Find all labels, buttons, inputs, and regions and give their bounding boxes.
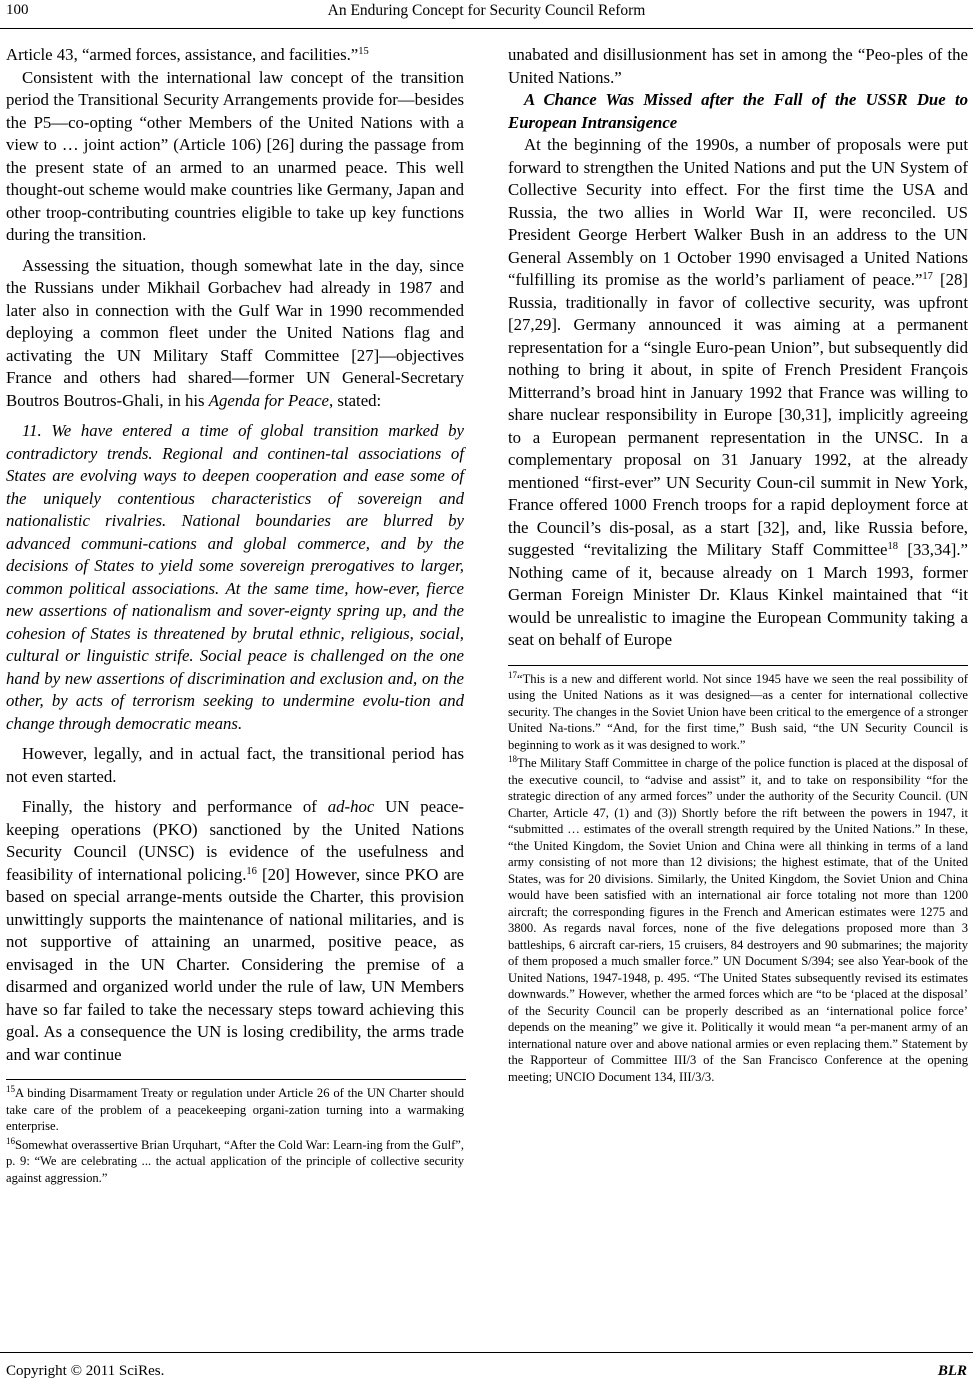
running-header (0, 0, 973, 29)
running-title: An Enduring Concept for Security Council Reform (327, 2, 646, 19)
right-body-text (508, 44, 968, 652)
page-footer (0, 1352, 973, 1386)
left-body-text (6, 44, 464, 1066)
footnote: $^{15}$A binding Disarmament Treaty or regulation under Article 26 of the UN Charter should take care of the problem of a peacekeeping organi-zation turning into a warmaking enterprise. (6, 1084, 464, 1133)
footnote-ref: 17 (922, 271, 933, 282)
journal-abbrev: BLR (937, 1363, 967, 1379)
paragraph: unabated and disillusionment has set in among the “Peo-ples of the United Nations.” (508, 45, 968, 87)
footnote-divider (508, 665, 968, 666)
paragraph: Consistent with the international law concept of the transition period the Transitional Security Arrangements provide for—besides the P5—co-opting “other Members of the United Nations with a view to … joint action” (Article 106) [26] during the passage from the present state of an armed to an unarmed peace. This well thought-out scheme would make countries like Germany, Japan and other troop-contributing countries eligible to take up key functions during the transition. (6, 67, 464, 244)
footnote-ref: 16 (246, 865, 257, 877)
footnote-ref: 15 (358, 46, 369, 57)
left-footnotes (6, 1085, 464, 1186)
paragraph: Article 43, “armed forces, assistance, and facilities.”$^{15}$ (6, 45, 369, 64)
footnote-ref: 18 (887, 541, 898, 552)
paragraph: Finally, the history and performance of ad-hoc UN peace-keeping operations (PKO) sanctioned by the United Nations Security Council (UNSC) is evidence of the usefulness and feasibility of international policing.$^{16}$ [20] However, since PKO are based on special arrange-ments outside the Charter, this provision unwittingly supports the maintenance of national militaries, and is not supportive of attaining an unarmed, positive peace, as envisaged in the UN Charter. Considering the premise of a disarmed and organized world under the rule of law, UN Members have so far failed to take the necessary steps toward achieving this goal. As a consequence the UN is losing credibility, the arms trade and war continue (6, 797, 465, 1064)
footnote: $^{17}$“This is a new and different world. Not since 1945 have we seen the real possibility of using the United Nations as it was designed—as a center for international collective security. The changes in the Soviet Union have been critical to the emergence of a stronger United Na-tions.” “And, for the first time,” Bush said, “the UN Security Council is beginning to work as it was designed to work.” (508, 669, 968, 752)
right-column (508, 44, 968, 1085)
right-footnotes (508, 671, 968, 1086)
paragraph: Assessing the situation, though somewhat late in the day, since the Russians under Mikhail Gorbachev had already in 1987 and later also in connection with the Gulf War in 1990 recommended deploying a common fleet under the United Nations flag and activating the UN Military Staff Committee [27]—objectives France and others had shared—former UN General-Secretary Boutros Boutros-Ghali, in his Agenda for Peace, stated: (6, 255, 464, 410)
block-quote: 11. We have entered a time of global transition marked by contradictory trends. Regional and continen-tal associations of States are evolving ways to deepen cooperation and ease some of the uniquely contentious characteristics of sovereign and nationalistic rivalries. National boundaries are blurred by advanced communi-cations and global commerce, and by the decisions of States to yield some sovereign prerogatives to larger, common political associations. At the same time, how-ever, fierce new assertions of nationalism and sover-eignty spring up, and the cohesion of States is threatened by brutal ethnic, religious, social, cultural or linguistic strife. Social peace is challenged on the one hand by new assertions of discrimination and exclusion and, on the other, by acts of terrorism seeking to undermine evolu-tion and change through democratic means. (6, 421, 464, 733)
section-heading: A Chance Was Missed after the Fall of the USSR Due to European Intransigence (508, 90, 968, 132)
left-column (6, 44, 464, 1186)
footnote: $^{18}$The Military Staff Committee in charge of the police function is placed at the disposal of the executive council, to “advise and assist” it, and to take on responsibility “for the strategic direction of any armed forces” under the authority of the Security Council. (UN Charter, Article 47, (1) and (3)) Shortly before the rift between the powers in 1947, it “submitted … estimates of the overall strength required by the United Nations.” In these, “the United Kingdom, the Soviet Union and China were all thinking in terms of a land army consisting of not more than 12 divisions; the highest estimate, that of the United States, was for 20 divisions. Similarly, the United Kingdom, the Soviet Union and China would have been satisfied with an international air force totaling not more than 1200 aircraft; the corresponding figures in the French and American estimates were 1275 and 3800. As regards naval forces, none of the five delegations proposed more than 3 battleships, 6 aircraft car-riers, 15 cruisers, 84 destroyers and 90 submarines; the majority of them proposed a much smaller force.” UN Document S/394; see also Year-book of the United Nations, 1947-1948, p. 495. “The United States subsequently revised its estimates downwards.” However, whether the armed forces which are “to be ‘placed at the disposal’ of the Security Council can be properly described as an ‘international police force’ depends on the meaning” we give it. Politically it would mean “a per-manent army of an international nature over and above national armies or even replacing them.” Statement by the Rapporteur of Committee III/3 of the San Francisco Conference at the opening meeting; UNCIO Document 134, III/3/3. (508, 754, 968, 1084)
paragraph: However, legally, and in actual fact, the transitional period has not even started. (6, 744, 464, 786)
paragraph: At the beginning of the 1990s, a number of proposals were put forward to strengthen the United Nations and put the UN System of Collective Security into effect. For the first time the USA and Russia, the two allies in World War II, were reconciled. US President George Herbert Walker Bush in an address to the UN General Assembly on 1 October 1990 envisaged a United Nations “fulfilling its promise as the world’s parliament of peace.”$^{17}$ [28] Russia, traditionally in favor of collective security, was upfront [27,29]. Germany announced it was aiming at a permanent representation for a “single Euro-pean Union”, but subsequently did nothing to bring it about, in spite of French President François Mitterrand’s broad hint in January 1992 that France was willing to share nuclear responsibility in Europe [30,31], implicitly agreeing to a European permanent representation in the UNSC. In a complementary proposal on 31 January 1992, at the already mentioned “first-ever” UN Security Coun-cil summit in New York, France offered 1000 French troops for a rapid deployment force at the Council’s dis-posal, as a start [32], and, like Russia before, suggested “revitalizing the Military Staff Committee$^{18}$ [33,34].” Nothing came of it, because already on 1 March 1993, former German Foreign Minister Dr. Klaus Kinkel maintained that “it would be unrealistic to imagine the European Community taking a seat on behalf of Europe (508, 135, 968, 649)
footnote: $^{16}$Somewhat overassertive Brian Urquhart, “After the Cold War: Learn-ing from the Gulf”, p. 9: “We are celebrating ... the actual application of the principle of collective security against aggression.” (6, 1135, 464, 1185)
copyright-notice: Copyright © 2011 SciRes. (6, 1363, 165, 1379)
footnote-divider (6, 1079, 466, 1080)
page-number: 100 (6, 2, 29, 18)
